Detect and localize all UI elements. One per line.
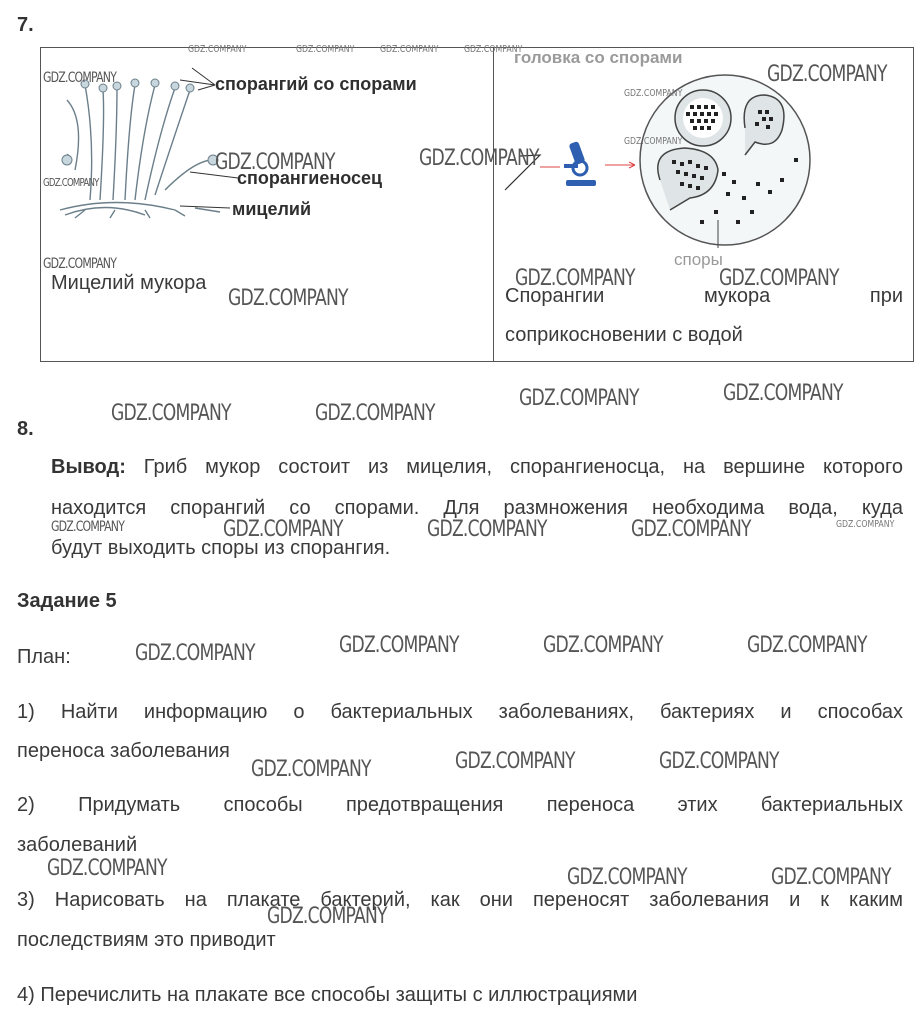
caption-word-1: Спорангии xyxy=(505,285,605,307)
label-mycelium: мицелий xyxy=(232,199,312,219)
conclusion-line-3: будут выходить споры из спорангия. xyxy=(51,537,391,559)
question-number-7: 7. xyxy=(17,14,34,36)
caption-mycelium: Мицелий мукора xyxy=(51,272,207,294)
watermark: GDZ.COMPANY xyxy=(771,865,891,890)
watermark: GDZ.COMPANY xyxy=(723,381,843,406)
watermark: GDZ.COMPANY xyxy=(315,401,435,426)
watermark: GDZ.COMPANY xyxy=(455,749,575,774)
watermark: GDZ.COMPANY xyxy=(719,266,839,291)
caption-word-3: при xyxy=(869,285,903,307)
watermark: GDZ.COMPANY xyxy=(215,150,335,175)
plan-item-3-line-2: последствиям это приводит xyxy=(17,929,276,951)
label-sporangiophore: спорангиеносец xyxy=(237,168,383,188)
watermark: GDZ.COMPANY xyxy=(567,865,687,890)
plan-item-2-line-2: заболеваний xyxy=(17,834,138,856)
watermark: GDZ.COMPANY xyxy=(380,44,439,55)
conclusion-line-2: находится спорангий со спорами. Для размножения необходима вода, куда xyxy=(51,497,903,519)
watermark: GDZ.COMPANY xyxy=(188,44,247,55)
watermark: GDZ.COMPANY xyxy=(624,88,683,99)
watermark: GDZ.COMPANY xyxy=(228,286,348,311)
watermark: GDZ.COMPANY xyxy=(519,386,639,411)
watermark: GDZ.COMPANY xyxy=(543,633,663,658)
watermark: GDZ.COMPANY xyxy=(427,517,547,542)
watermark: GDZ.COMPANY xyxy=(251,757,371,782)
watermark: GDZ.COMPANY xyxy=(111,401,231,426)
conclusion-line-1 xyxy=(51,447,903,487)
watermark: GDZ.COMPANY xyxy=(419,146,539,171)
watermark: GDZ.COMPANY xyxy=(135,641,255,666)
watermark: GDZ.COMPANY xyxy=(767,62,887,87)
watermark: GDZ.COMPANY xyxy=(515,266,635,291)
watermark: GDZ.COMPANY xyxy=(631,517,751,542)
watermark: GDZ.COMPANY xyxy=(339,633,459,658)
caption-word-2: мукора xyxy=(703,285,771,307)
plan-item-4: 4) Перечислить на плакате все способы защиты с иллюстрациями xyxy=(17,984,638,1006)
label-spores: споры xyxy=(674,250,723,269)
plan-item-1-line-1: 1) Найти информацию о бактериальных заболеваниях, бактериях и способах xyxy=(17,701,903,723)
plan-item-3-line-1: 3) Нарисовать на плакате бактерий, как они переносят заболевания и к каким xyxy=(17,889,903,911)
question-number-8: 8. xyxy=(17,418,34,440)
label-head-with-spores: головка со спорами xyxy=(514,48,683,67)
watermark: GDZ.COMPANY xyxy=(659,749,779,774)
watermark: GDZ.COMPANY xyxy=(43,70,117,86)
sporangia-microscope-illustration xyxy=(500,70,820,270)
plan-item-2-line-1: 2) Придумать способы предотвращения переноса этих бактериальных xyxy=(17,794,903,816)
watermark: GDZ.COMPANY xyxy=(43,176,99,189)
plan-label: План: xyxy=(17,646,71,668)
watermark: GDZ.COMPANY xyxy=(51,519,125,535)
watermark: GDZ.COMPANY xyxy=(296,44,355,55)
conclusion-label: Вывод: xyxy=(51,456,126,478)
watermark: GDZ.COMPANY xyxy=(47,856,167,881)
watermark: GDZ.COMPANY xyxy=(747,633,867,658)
task5-title: Задание 5 xyxy=(17,590,117,612)
label-sporangium: спорангий со спорами xyxy=(215,74,417,94)
plan-item-1-line-2: переноса заболевания xyxy=(17,740,230,762)
watermark: GDZ.COMPANY xyxy=(223,517,343,542)
caption-sporangia-line2: соприкосновении с водой xyxy=(505,324,743,346)
table-divider xyxy=(493,47,494,362)
watermark: GDZ.COMPANY xyxy=(624,136,683,147)
conclusion-text-1: Гриб мукор состоит из мицелия, спорангиеносца, на вершине которого xyxy=(143,456,903,478)
watermark: GDZ.COMPANY xyxy=(464,44,523,55)
watermark: GDZ.COMPANY xyxy=(836,519,895,530)
watermark: GDZ.COMPANY xyxy=(43,256,117,272)
watermark: GDZ.COMPANY xyxy=(267,904,387,929)
